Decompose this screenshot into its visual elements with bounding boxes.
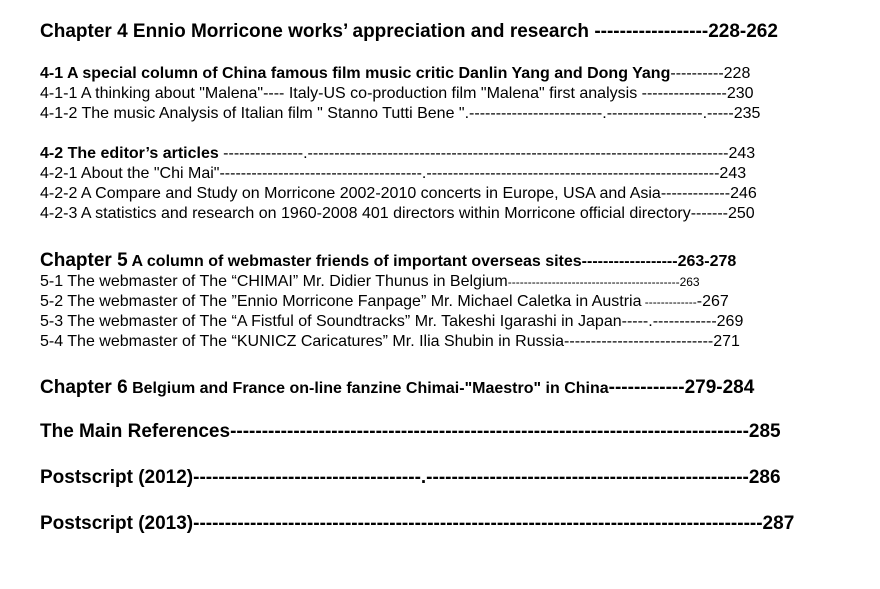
toc-entry-5-1-page: -------------------------------------------263	[507, 275, 700, 289]
toc-entry-5-1-title: 5-1 The webmaster of The “CHIMAI” Mr. Didier Thunus in Belgium	[40, 273, 508, 290]
chapter-6-heading	[40, 377, 754, 399]
toc-entry-4-2	[40, 145, 755, 163]
postscript-2013-entry: Postscript (2013)------------------------------------------------------------------------------------------287	[40, 513, 795, 534]
toc-entry-4-2-3: 4-2-3 A statistics and research on 1960-2008 401 directors within Morricone official directory-------250	[40, 205, 755, 222]
toc-entry-4-1-title: 4-1 A special column of China famous film music critic Danlin Yang and Dong Yang	[40, 65, 671, 82]
toc-entry-5-2-title: 5-2 The webmaster of The ”Ennio Morricone Fanpage” Mr. Michael Caletka in Austria	[40, 293, 642, 310]
chapter-5-title: A column of webmaster friends of important overseas sites------------------263-278	[127, 253, 737, 270]
toc-entry-4-2-1: 4-2-1 About the "Chi Mai"--------------------------------------.-------------------------------------------------------243	[40, 165, 747, 182]
toc-entry-4-1-1: 4-1-1 A thinking about "Malena"---- Italy-US co-production film "Malena" first analysis ----------------230	[40, 85, 754, 102]
toc-entry-5-4: 5-4 The webmaster of The “KUNICZ Caricatures” Mr. Ilia Shubin in Russia----------------------------271	[40, 333, 740, 350]
toc-entry-5-2	[40, 293, 729, 311]
chapter-6-title: Belgium and France on-line fanzine Chimai-"Maestro" in China	[127, 380, 609, 397]
chapter-6-label: Chapter 6	[40, 377, 128, 398]
postscript-2012-entry: Postscript (2012)------------------------------------.---------------------------------------------------286	[40, 467, 781, 488]
chapter-4-heading: Chapter 4 Ennio Morricone works’ appreciation and research ------------------228-262	[40, 21, 778, 42]
chapter-5-heading	[40, 250, 736, 272]
main-references-entry: The Main References----------------------------------------------------------------------------------285	[40, 421, 781, 442]
toc-entry-4-1-page: ----------228	[670, 65, 751, 82]
toc-entry-4-2-2: 4-2-2 A Compare and Study on Morricone 2002-2010 concerts in Europe, USA and Asia-------------246	[40, 185, 757, 202]
chapter-6-pages: ------------279-284	[608, 377, 755, 398]
toc-entry-5-3: 5-3 The webmaster of The “A Fistful of Soundtracks” Mr. Takeshi Igarashi in Japan-----.------------269	[40, 313, 744, 330]
toc-entry-4-1	[40, 65, 750, 83]
toc-entry-5-1	[40, 273, 700, 291]
toc-entry-4-1-2: 4-1-2 The music Analysis of Italian film " Stanno Tutti Bene ".-------------------------.------------------.-----235	[40, 105, 761, 122]
chapter-5-label: Chapter 5	[40, 250, 128, 271]
toc-entry-4-2-title: 4-2 The editor’s articles	[40, 145, 219, 162]
toc-entry-5-2-page: -267	[696, 293, 729, 310]
toc-entry-4-2-page: ---------------.-------------------------------------------------------------------------------243	[218, 145, 756, 162]
toc-entry-5-2-leader: -------------	[641, 295, 697, 309]
